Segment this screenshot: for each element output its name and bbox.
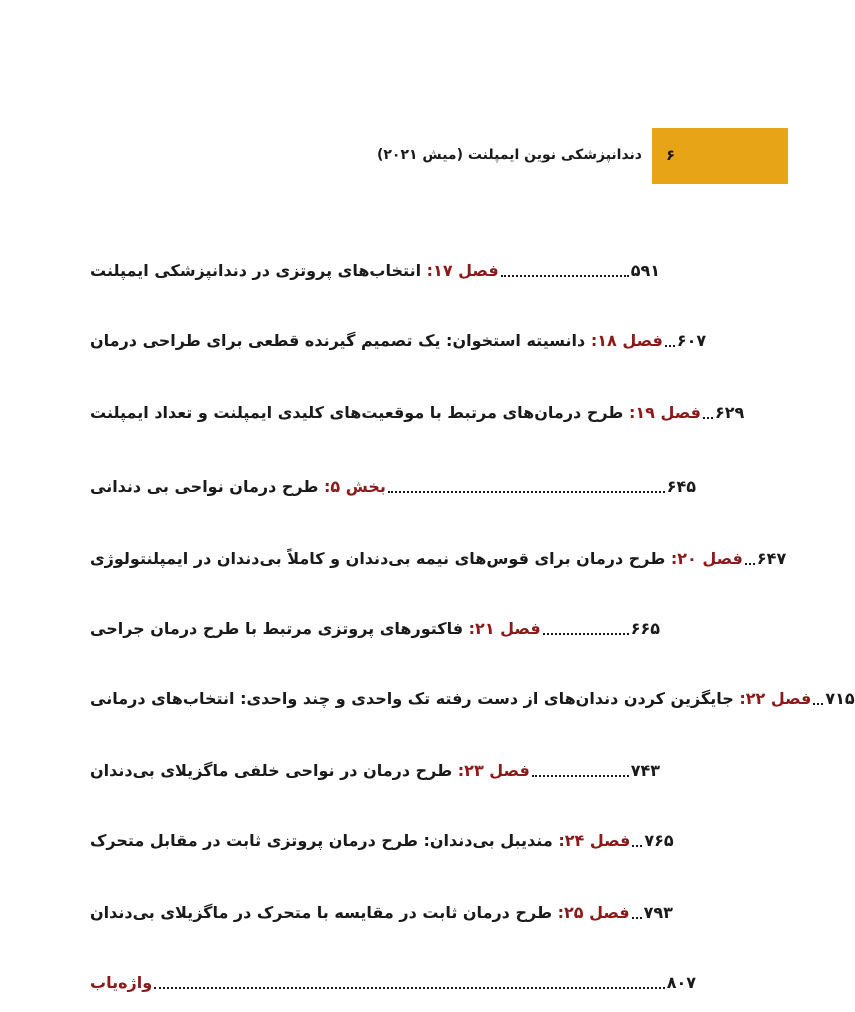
toc-entry-page: ۶۰۷: [676, 331, 707, 350]
toc-entry-label: [90, 830, 630, 852]
toc-entry-page: ۶۲۹: [714, 403, 745, 422]
toc-entry-chapter-24[interactable]: [90, 822, 674, 852]
toc-entry-label: [90, 548, 743, 570]
toc-entry-title: فاکتورهای پروتزی مرتبط با طرح درمان جراحی: [90, 619, 464, 638]
toc-entry-chapter-18[interactable]: [90, 322, 707, 352]
toc-leader-dots: [501, 275, 629, 277]
toc-entry-prefix: بخش ۵:: [323, 477, 386, 496]
toc-entry-prefix: فصل ۱۷:: [426, 261, 499, 280]
toc-entry-page: ۷۶۵: [644, 831, 674, 850]
toc-entry-label: [90, 618, 541, 640]
toc-entry-prefix: فصل ۱۸:: [590, 331, 663, 350]
toc-entry-label: [90, 902, 630, 924]
running-header-title: دندانپزشکی نوین ایمپلنت (میش ۲۰۲۱): [376, 147, 642, 163]
toc-entry-part-5[interactable]: [90, 468, 696, 498]
toc-entry-prefix: فصل ۲۴:: [558, 831, 631, 850]
toc-entry-chapter-22[interactable]: [90, 680, 855, 710]
toc-entry-title: طرح درمان ثابت در مقایسه با متحرک در ماگزیلای بی‌دندان: [90, 903, 553, 922]
toc-entry-title: مندیبل بی‌دندان: طرح درمان پروتزی ثابت در مقابل متحرک: [90, 831, 553, 850]
toc-entry-prefix: فصل ۱۹:: [628, 403, 701, 422]
toc-leader-dots: [703, 417, 713, 419]
toc-entry-page: ۶۶۵: [630, 619, 660, 638]
toc-entry-chapter-20[interactable]: [90, 540, 787, 570]
toc-entry-index[interactable]: [90, 964, 696, 994]
toc-entry-label: [90, 476, 386, 498]
toc-entry-title: جایگزین کردن دندان‌های از دست رفته تک واحدی و چند واحدی: انتخاب‌های درمانی: [90, 689, 734, 708]
toc-entry-title: طرح درمان‌های مرتبط با موقعیت‌های کلیدی ایمپلنت و تعداد ایمپلنت: [90, 403, 624, 422]
toc-entry-prefix: فصل ۲۱:: [468, 619, 541, 638]
toc-leader-dots: [745, 563, 755, 565]
toc-leader-dots: [154, 987, 665, 989]
toc-leader-dots: [543, 633, 629, 635]
toc-entry-label: [90, 972, 152, 994]
toc-entry-prefix: فصل ۲۵:: [557, 903, 630, 922]
toc-entry-chapter-25[interactable]: [90, 894, 673, 924]
toc-entry-prefix: فصل ۲۰:: [670, 549, 743, 568]
toc-entry-page: ۷۴۳: [630, 761, 660, 780]
toc-leader-dots: [388, 491, 665, 493]
toc-leader-dots: [632, 917, 642, 919]
toc-entry-title: واژه‌یاب: [90, 973, 153, 992]
toc-leader-dots: [632, 845, 642, 847]
toc-entry-prefix: فصل ۲۳:: [457, 761, 530, 780]
toc-entry-page: ۶۴۷: [756, 549, 787, 568]
toc-entry-label: [90, 260, 499, 282]
toc-entry-title: طرح درمان در نواحی خلفی ماگزیلای بی‌دندان: [90, 761, 453, 780]
page-number: ۶: [666, 146, 676, 164]
toc-entry-title: طرح درمان نواحی بی دندانی: [90, 477, 319, 496]
toc-entry-label: [90, 330, 663, 352]
toc-leader-dots: [813, 703, 823, 705]
toc-entry-chapter-21[interactable]: [90, 610, 660, 640]
toc-entry-label: [90, 688, 811, 710]
toc-entry-page: ۷۹۳: [643, 903, 673, 922]
toc-entry-page: ۵۹۱: [630, 261, 660, 280]
toc-entry-chapter-23[interactable]: [90, 752, 660, 782]
toc-entry-title: دانسیته استخوان: یک تصمیم گیرنده قطعی برای طراحی درمان: [90, 331, 586, 350]
toc-entry-page: ۷۱۵: [825, 689, 855, 708]
toc-entry-page: ۶۴۵: [666, 477, 696, 496]
toc-leader-dots: [532, 775, 629, 777]
toc-entry-chapter-19[interactable]: [90, 394, 745, 424]
toc-entry-chapter-17[interactable]: [90, 252, 660, 282]
toc-entry-label: [90, 402, 701, 424]
toc-entry-title: انتخاب‌های پروتزی در دندانپزشکی ایمپلنت: [90, 261, 422, 280]
toc-entry-prefix: فصل ۲۲:: [739, 689, 812, 708]
toc-entry-label: [90, 760, 530, 782]
toc-entry-title: طرح درمان برای قوس‌های نیمه بی‌دندان و کاملاً بی‌دندان در ایمپلنتولوژی: [90, 549, 666, 568]
toc-leader-dots: [665, 345, 675, 347]
toc-entry-page: ۸۰۷: [666, 973, 696, 992]
